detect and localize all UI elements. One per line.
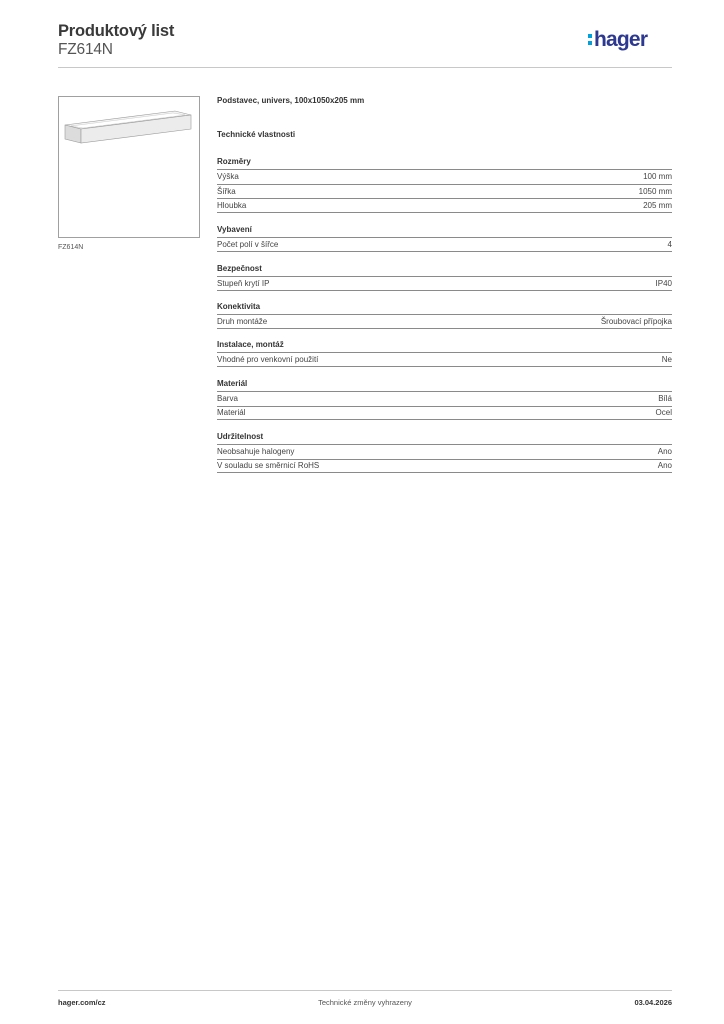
section-title: Rozměry xyxy=(217,157,251,166)
row-value: 1050 mm xyxy=(638,186,672,196)
page-footer xyxy=(58,998,672,1010)
row-value: Ano xyxy=(657,461,672,471)
page-header xyxy=(58,20,672,68)
section-title: Materiál xyxy=(217,379,248,388)
table-row xyxy=(217,237,672,252)
row-label: Počet polí v šířce xyxy=(217,239,279,249)
product-code: FZ614N xyxy=(58,41,113,58)
row-label: Vhodné pro venkovní použití xyxy=(217,354,319,364)
table-row xyxy=(217,459,672,474)
table-row xyxy=(217,391,672,406)
section-installation xyxy=(217,339,672,367)
table-row xyxy=(217,352,672,367)
section-rows xyxy=(217,237,672,252)
row-label: Šířka xyxy=(217,186,236,196)
row-label: Materiál xyxy=(217,408,246,418)
row-value: Šroubovací přípojka xyxy=(600,316,672,326)
table-row xyxy=(217,406,672,421)
section-equipment xyxy=(217,224,672,252)
row-label: Neobsahuje halogeny xyxy=(217,447,295,457)
section-rows xyxy=(217,391,672,420)
row-value: 100 mm xyxy=(643,172,672,182)
footer-date: 03.04.2026 xyxy=(634,998,672,1007)
footer-divider xyxy=(58,990,672,991)
image-caption: FZ614N xyxy=(58,244,84,251)
section-title: Udržitelnost xyxy=(217,432,264,441)
section-rows xyxy=(217,352,672,367)
footer-notice: Technické změny vyhrazeny xyxy=(318,998,412,1007)
section-title: Vybavení xyxy=(217,225,252,234)
table-row xyxy=(217,444,672,459)
table-row xyxy=(217,198,672,213)
row-label: V souladu se směrnicí RoHS xyxy=(217,461,320,471)
row-value: Ocel xyxy=(655,408,672,418)
row-label: Barva xyxy=(217,394,238,404)
row-label: Hloubka xyxy=(217,200,247,210)
row-value: 4 xyxy=(667,239,672,249)
product-image xyxy=(58,96,200,238)
table-row xyxy=(217,169,672,184)
section-title: Konektivita xyxy=(217,302,261,311)
technical-properties-heading: Technické vlastnosti xyxy=(217,130,296,139)
section-title: Bezpečnost xyxy=(217,264,262,273)
header-divider xyxy=(58,67,672,68)
footer-website-link[interactable]: hager.com/cz xyxy=(58,998,106,1007)
table-row xyxy=(217,314,672,329)
section-sustainability xyxy=(217,431,672,473)
row-label: Stupeň krytí IP xyxy=(217,278,270,288)
section-safety xyxy=(217,263,672,291)
svg-text:hager: hager xyxy=(594,28,648,51)
row-label: Výška xyxy=(217,172,239,182)
page-title: Produktový list xyxy=(58,22,175,40)
section-rows xyxy=(217,314,672,329)
table-row xyxy=(217,276,672,291)
table-row xyxy=(217,184,672,199)
row-value: Bílá xyxy=(658,394,672,404)
row-label: Druh montáže xyxy=(217,316,268,326)
section-dimensions xyxy=(217,156,672,213)
section-rows xyxy=(217,169,672,213)
row-value: Ano xyxy=(657,447,672,457)
hager-logo xyxy=(588,25,672,55)
plinth-illustration xyxy=(59,97,199,237)
section-title: Instalace, montáž xyxy=(217,340,284,349)
row-value: 205 mm xyxy=(643,200,672,210)
section-connectivity xyxy=(217,301,672,329)
product-description: Podstavec, univers, 100x1050x205 mm xyxy=(217,96,365,105)
row-value: Ne xyxy=(661,354,672,364)
section-rows xyxy=(217,444,672,473)
row-value: IP40 xyxy=(655,278,672,288)
section-material xyxy=(217,378,672,420)
section-rows xyxy=(217,276,672,291)
